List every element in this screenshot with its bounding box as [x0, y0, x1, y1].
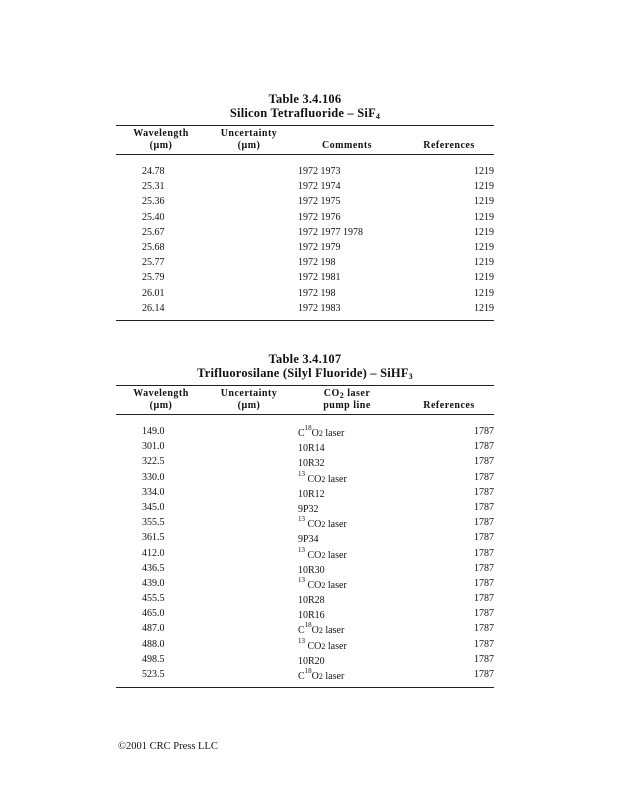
reference-cell: 1787 [474, 486, 494, 498]
wavelength-cell: 455.5 [142, 593, 165, 605]
header-references: References [423, 140, 475, 151]
pump-line-cell: 10R12 [298, 488, 325, 500]
pump-line-cell: $^{13}$ $CO_2$ laser [298, 469, 347, 485]
reference-cell: 1787 [474, 501, 494, 513]
comment-cell: 1972 1973 [298, 166, 341, 177]
wavelength-cell: 330.0 [142, 471, 165, 483]
wavelength-cell: 412.0 [142, 547, 165, 559]
pump-line-cell: 10R28 [298, 595, 325, 607]
reference-cell: 1219 [474, 302, 494, 314]
reference-cell: 1219 [474, 226, 494, 238]
reference-cell: 1787 [474, 532, 494, 544]
pump-line-cell: $C^{18}O_2$ laser [298, 667, 345, 682]
wavelength-cell: 26.14 [142, 302, 165, 314]
table-row [116, 164, 494, 179]
wavelength-cell: 301.0 [142, 441, 165, 453]
pump-line-cell: $C^{18}O_2$ laser [298, 621, 345, 637]
wavelength-cell: 465.0 [142, 608, 165, 620]
wavelength-cell: 25.68 [142, 241, 165, 253]
table-row [116, 515, 494, 530]
pump-line-cell: 9P34 [298, 534, 319, 546]
table-row [116, 255, 494, 270]
header-wavelength: Wavelength (µm) [133, 388, 189, 411]
table-row [116, 470, 494, 485]
table-row [116, 240, 494, 255]
header-references: References [423, 400, 475, 411]
pump-line-cell: 10R16 [298, 610, 325, 622]
pump-line-cell: $C^{18}O_2$ laser [298, 424, 345, 439]
pump-line-cell: 10R14 [298, 443, 325, 455]
reference-cell: 1787 [474, 577, 494, 589]
table-row [116, 485, 494, 500]
wavelength-cell: 487.0 [142, 623, 165, 635]
reference-cell: 1219 [474, 257, 494, 269]
table-row [116, 301, 494, 316]
reference-cell: 1787 [474, 608, 494, 620]
header-comments: Comments [321, 140, 373, 151]
table-row [116, 667, 494, 682]
wavelength-cell: 25.36 [142, 196, 165, 208]
wavelength-cell: 26.01 [142, 287, 165, 299]
wavelength-cell: 24.78 [142, 166, 165, 177]
table-row [116, 454, 494, 469]
bottom-rule [116, 320, 494, 321]
wavelength-cell: 488.0 [142, 638, 165, 650]
table-sif4 [116, 92, 494, 321]
wavelength-cell: 149.0 [142, 426, 165, 437]
wavelength-cell: 523.5 [142, 669, 165, 680]
table-row [116, 194, 494, 209]
wavelength-cell: 361.5 [142, 532, 165, 544]
table-title: Silicon Tetrafluoride – SiF4 [229, 106, 381, 121]
table-row [116, 561, 494, 576]
comment-cell: 1972 1981 [298, 272, 341, 284]
header-pump-line: $CO_2$ laser pump line [323, 388, 371, 411]
table-body [116, 155, 494, 320]
wavelength-cell: 345.0 [142, 501, 165, 513]
comment-cell: 1972 198 [298, 257, 336, 269]
wavelength-cell: 439.0 [142, 577, 165, 589]
header-uncertainty: Uncertainty (µm) [220, 128, 278, 151]
pump-line-cell: $^{13}$ $CO_2$ laser [298, 575, 347, 591]
comment-cell: 1972 198 [298, 287, 336, 299]
table-body [116, 415, 494, 687]
reference-cell: 1219 [474, 241, 494, 253]
table-row [116, 270, 494, 285]
pump-line-cell: $^{13}$ $CO_2$ laser [298, 636, 347, 652]
table-row [116, 621, 494, 636]
comment-cell: 1972 1975 [298, 196, 341, 208]
table-row [116, 546, 494, 561]
reference-cell: 1219 [474, 166, 494, 177]
reference-cell: 1219 [474, 287, 494, 299]
table-row [116, 606, 494, 621]
reference-cell: 1787 [474, 669, 494, 680]
wavelength-cell: 498.5 [142, 653, 165, 665]
table-row [116, 210, 494, 225]
pump-line-cell: $^{13}$ $CO_2$ laser [298, 545, 347, 561]
reference-cell: 1219 [474, 196, 494, 208]
reference-cell: 1787 [474, 456, 494, 468]
wavelength-cell: 436.5 [142, 562, 165, 574]
table-title: Trifluorosilane (Silyl Fluoride) – SiHF3 [197, 366, 413, 381]
comment-cell: 1972 1979 [298, 241, 341, 253]
comment-cell: 1972 1983 [298, 302, 341, 314]
table-row [116, 500, 494, 515]
table-row [116, 576, 494, 591]
comment-cell: 1972 1976 [298, 211, 341, 223]
pump-line-cell: 10R30 [298, 564, 325, 576]
wavelength-cell: 25.77 [142, 257, 165, 269]
comment-cell: 1972 1977 1978 [298, 226, 363, 238]
bottom-rule [116, 687, 494, 688]
wavelength-cell: 322.5 [142, 456, 165, 468]
pump-line-cell: $^{13}$ $CO_2$ laser [298, 515, 347, 531]
reference-cell: 1787 [474, 623, 494, 635]
table-row [116, 591, 494, 606]
reference-cell: 1787 [474, 426, 494, 437]
wavelength-cell: 355.5 [142, 517, 165, 529]
table-row [116, 179, 494, 194]
pump-line-cell: 10R20 [298, 655, 325, 667]
table-header [116, 126, 494, 154]
reference-cell: 1787 [474, 638, 494, 650]
table-row [116, 424, 494, 439]
reference-cell: 1787 [474, 517, 494, 529]
table-row [116, 439, 494, 454]
wavelength-cell: 25.79 [142, 272, 165, 284]
table-number: Table 3.4.106 [268, 92, 342, 106]
table-row [116, 530, 494, 545]
copyright-footer: ©2001 CRC Press LLC [118, 741, 218, 752]
table-row [116, 637, 494, 652]
reference-cell: 1787 [474, 653, 494, 665]
reference-cell: 1787 [474, 593, 494, 605]
wavelength-cell: 25.31 [142, 181, 165, 193]
reference-cell: 1787 [474, 441, 494, 453]
reference-cell: 1787 [474, 471, 494, 483]
wavelength-cell: 334.0 [142, 486, 165, 498]
table-number: Table 3.4.107 [268, 352, 342, 366]
reference-cell: 1219 [474, 181, 494, 193]
comment-cell: 1972 1974 [298, 181, 341, 193]
reference-cell: 1219 [474, 211, 494, 223]
table-row [116, 225, 494, 240]
table-sihf3 [116, 352, 494, 688]
table-row [116, 286, 494, 301]
table-row [116, 652, 494, 667]
table-header [116, 386, 494, 414]
header-wavelength: Wavelength (µm) [133, 128, 189, 151]
pump-line-cell: 9P32 [298, 503, 319, 515]
reference-cell: 1219 [474, 272, 494, 284]
header-uncertainty: Uncertainty (µm) [220, 388, 278, 411]
reference-cell: 1787 [474, 562, 494, 574]
wavelength-cell: 25.67 [142, 226, 165, 238]
reference-cell: 1787 [474, 547, 494, 559]
pump-line-cell: 10R32 [298, 458, 325, 470]
wavelength-cell: 25.40 [142, 211, 165, 223]
